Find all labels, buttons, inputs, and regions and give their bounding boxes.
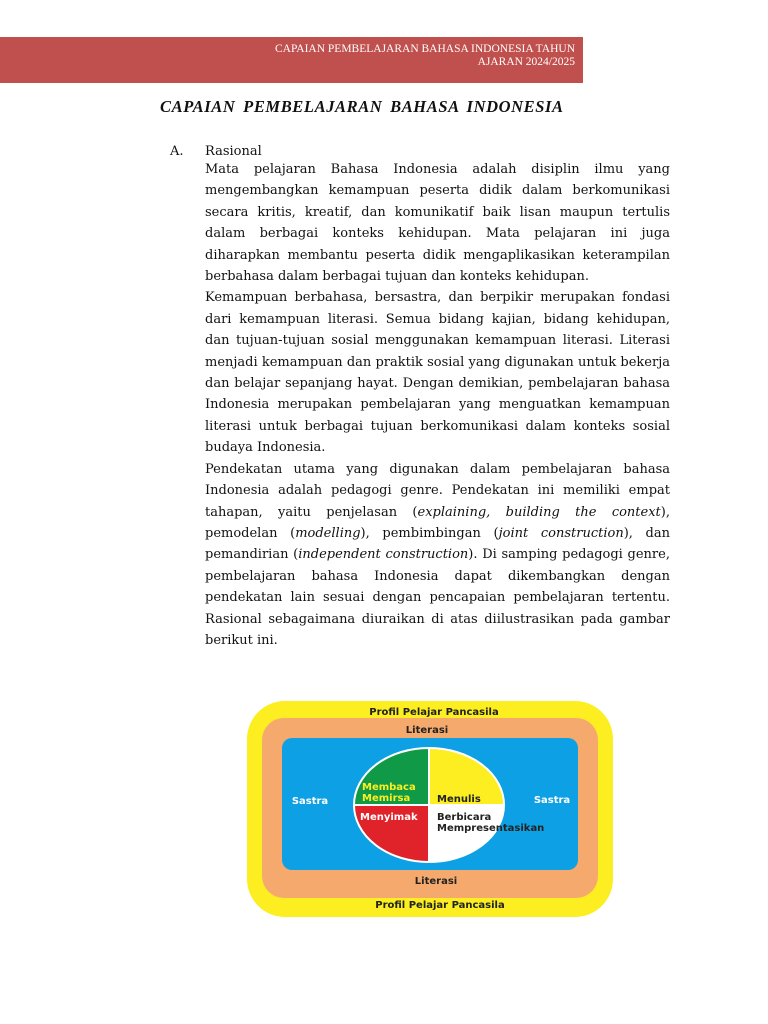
- header-line-1: CAPAIAN PEMBELAJARAN BAHASA INDONESIA TAHUN: [274, 43, 575, 55]
- label-membaca-2: Memirsa: [362, 793, 411, 804]
- page-title: CAPAIAN PEMBELAJARAN BAHASA INDONESIA: [160, 97, 564, 116]
- section-letter: A.: [170, 144, 184, 159]
- p3-italic-2: modelling: [295, 525, 361, 541]
- label-outer-top: Profil Pelajar Pancasila: [369, 707, 499, 718]
- label-outer-bottom: Profil Pelajar Pancasila: [375, 900, 505, 911]
- label-middle-bottom: Literasi: [414, 876, 458, 887]
- label-menyimak: Menyimak: [360, 812, 418, 823]
- paragraph-3: [205, 459, 670, 652]
- header-banner: [0, 37, 583, 83]
- paragraph-2: Kemampuan berbahasa, bersastra, dan berpikir merupakan fondasi dari kemampuan literasi. Semua bidang kajian, bidang kehidupan, dan tujuan-tujuan sosial menggunakan kemampuan literasi. Literasi menjadi kemampuan dan praktik sosial yang digunakan untuk bekerja dan belajar sepanjang hayat. Dengan demikian, pembelajaran bahasa Indonesia merupakan pembelajaran yang menguatkan kemampuan literasi untuk berbagai tujuan berkomunikasi dalam konteks sosial budaya Indonesia.: [205, 290, 670, 456]
- label-sastra-right: Sastra: [533, 795, 571, 806]
- p3-text-2: ), pemodelan (: [205, 504, 670, 541]
- label-menulis: Menulis: [437, 794, 481, 805]
- p3-italic-1: explaining, building the context: [417, 504, 661, 520]
- literacy-diagram: [246, 700, 614, 918]
- header-line-2: AJARAN 2024/2025: [477, 56, 575, 68]
- section-heading: Rasional: [205, 144, 262, 159]
- label-middle-top: Literasi: [405, 725, 449, 736]
- p3-text-3: ), pembimbingan (: [360, 525, 499, 541]
- body-text: [205, 159, 670, 651]
- p3-italic-4: independent construction: [298, 547, 469, 563]
- label-membaca-1: Membaca: [362, 782, 416, 793]
- p3-italic-3: joint construction: [498, 525, 624, 541]
- label-sastra-left: Sastra: [291, 796, 329, 807]
- label-berbicara-2: Mempresentasikan: [437, 823, 545, 834]
- label-berbicara-1: Berbicara: [437, 812, 492, 823]
- p3-text-4: ), dan pemandirian (: [205, 525, 670, 563]
- paragraph-1: Mata pelajaran Bahasa Indonesia adalah disiplin ilmu yang mengembangkan kemampuan peserta didik dalam berkomunikasi secara kritis, kreatif, dan komunikatif baik lisan maupun tertulis dalam berbagai konteks kehidupan. Mata pelajaran ini juga diharapkan membantu peserta didik mengaplikasikan keterampilan berbahasa dalam berbagai tujuan dan konteks kehidupan.: [205, 162, 670, 285]
- p3-text-1: Pendekatan utama yang digunakan dalam pembelajaran bahasa Indonesia adalah pedagogi genre. Pendekatan ini memiliki empat tahapan, yaitu penjelasan (: [205, 461, 670, 520]
- p3-text-5: ). Di samping pedagogi genre, pembelajaran bahasa Indonesia dapat dikembangkan dengan pendekatan lain sesuai dengan pencapaian pembelajaran tertentu. Rasional sebagaimana diuraikan di atas diilustrasikan pada gambar berikut ini.: [205, 547, 670, 648]
